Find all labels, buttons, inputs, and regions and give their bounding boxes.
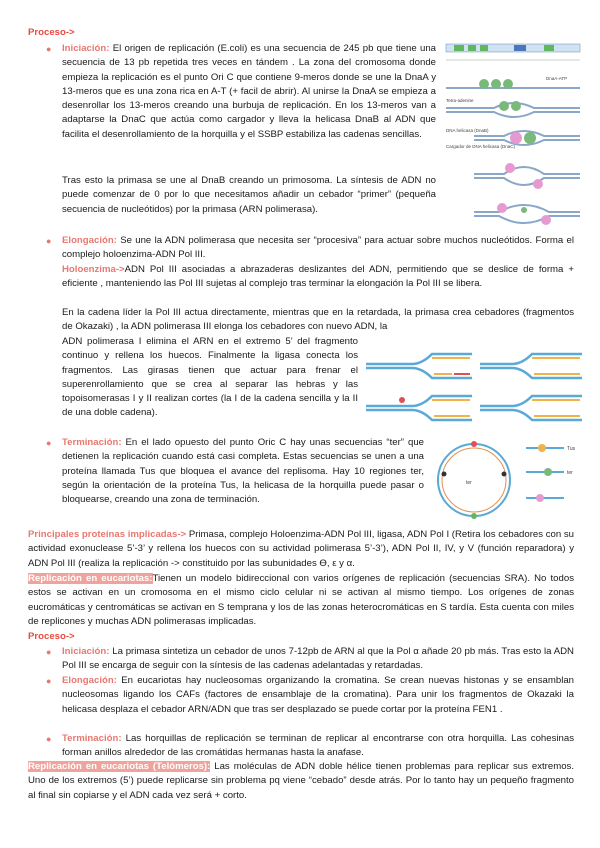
proteinas-text: Primasa, complejo Holoenzima-ADN Pol III, ligasa, ADN Pol I (Retira los cebadores con su actividad exonuclease 5’-3’ y rellena los huecos con su actividad polimerasa 5’-3’), ADN Pol II, IV, y V (función reparadora) y ADN Pol III (realiza la replicación -> constituido por las subunidades ϴ, ε y α.: [28, 529, 574, 569]
fig3-label-2: ter: [567, 470, 573, 476]
holoenzima-paragraph: [62, 263, 574, 292]
elongacion-label: Elongación:: [62, 235, 117, 246]
holoenzima-text: ADN Pol III asociadas a abrazaderas deslizantes del ADN, permitiendo que se deslice de forma + eficiente , manteniendo las Pol III sujetas al complejo tras terminar la elongación la Pol III se libera.: [62, 264, 574, 290]
iniciacion-text2: Tras esto la primasa se une al DnaB creando un primosoma. La síntesis de ADN no puede comenzar de 0 por lo que necesitamos añadir un cebador “primer” (pequeña secuencia de nucleótidos) por la primasa (ARN polimerasa).: [62, 175, 436, 215]
eucariotas-paragraph: [28, 572, 574, 629]
bullet-icon: ●: [46, 438, 52, 448]
fig3-label-0: Tus: [567, 446, 576, 452]
iniciacion-paragraph: [62, 42, 436, 142]
telomeros-paragraph: [28, 760, 574, 803]
terminacion-text: En el lado opuesto del punto Oric C hay unas secuencias “ter” que detienen la replicación cuando está casi completa. Estas secuencias se unen a una proteína llamada Tus que bloquea el avance del replisoma. Hay 10 regiones ter, según la orientación de la proteína Tus, la helicasa de la horquilla puede pasar o bloquearse, creando una zona de terminación.: [62, 437, 424, 506]
figure-termination: [430, 434, 586, 526]
eucariotas-label: Replicación en eucariotas:: [28, 573, 153, 584]
fig1-label-4: Cargador de DNA helicasa (DnaC): [446, 144, 516, 149]
proceso2-ter-label: Terminación:: [62, 733, 122, 744]
proceso2-iniciacion: [62, 645, 574, 674]
elongacion-paragraph: [62, 234, 574, 263]
eucariotas-text: Tienen un modelo bidireccional con varios orígenes de replicación (secuencias SRA). No todos estos se activan en un cromosoma en el mismo ciclo celular ni se activan al mismo tiempo. Los orígenes de zonas eucromáticas y centromáticas se activan en S temprana y los de las zonas heterocromáticas en S tardía. Esta cuenta con miles de replicones y muchas ADN polimerasas implicadas.: [28, 573, 574, 627]
elongacion-text: Se une la ADN polimerasa que necesita ser “procesiva” para actuar sobre muchos nucleótidos. Forma el complejo holoenzima-ADN Pol III.: [62, 235, 574, 261]
section-title-proceso-2: Proceso->: [28, 631, 75, 642]
bullet-icon: ●: [46, 734, 52, 744]
bullet-icon: ●: [46, 44, 52, 54]
proceso2-terminacion: [62, 732, 574, 761]
proceso2-elongacion: [62, 674, 574, 717]
iniciacion-label: Iniciación:: [62, 43, 110, 54]
fig1-label-0: DnaA-ATP: [546, 76, 568, 81]
telomeros-text: Las moléculas de ADN doble hélice tienen problemas para replicar sus extremos. Uno de los extremos (5’) puede replicarse sin problema pq viene “cebado” desde atrás. Por lo tanto hay un pequeño fragmento al final sin copiarse y el ADN cada vez será + corto.: [28, 761, 575, 801]
proceso2-elo-text: En eucariotas hay nucleosomas organizando la cromatina. Se crean nuevas histonas y se ensamblan nucleosomas ligando los CAFs (factores de ensamblaje de la cromatina). Para unir los fragmentos de Okazaki la helicasa desplaza el cebador ARN/ADN que tras ser desplazado se puede cortar por la proteína FEN1 .: [62, 675, 574, 715]
bullet-icon: ●: [46, 647, 52, 657]
iniciacion-text: El origen de replicación (E.coli) es una secuencia de 245 pb que tiene una secuencia de 13 pb repetida tres veces en tándem . La zona del cromosoma donde empieza la replicación es el punto Ori C que contiene 9-meros donde se une la DnaA y 13-meros que es una zona rica en A-T (+ facil de abrir). Al unirse la DnaA se empieza a desenrollar los 13-meros creando una burbuja de replicación. En los 13-meros van a adaptarse la DnaC que actúa como cargador y lleva la helicasa DnaB al ADN que facilita el desenrollamiento de la horquilla y el SSBP estabiliza las cadenas sencillas.: [62, 43, 436, 140]
proceso2-ini-text: La primasa sintetiza un cebador de unos 7-12pb de ARN al que la Pol α añade 20 pb más. Tras esto la ADN Pol III se encarga de seguir con la síntesis de las cadenas adelantadas y retardadas.: [62, 646, 574, 672]
fig1-label-1: Tetra-adenine: [446, 98, 474, 103]
fig1-label-3: DNA helicasa (DnaB): [446, 128, 489, 133]
terminacion-label: Terminación:: [62, 437, 122, 448]
cadena-text: En la cadena líder la Pol III actua directamente, mientras que en la retardada, la primasa crea cebadores (fragmentos de Okazaki) , la ADN polimerasa III elonga los cebadores con nuevo ADN, la: [62, 307, 574, 333]
proteinas-paragraph: [28, 528, 574, 571]
terminacion-paragraph: [62, 436, 424, 507]
bullet-icon: ●: [46, 676, 52, 686]
figure-ori-c: [444, 40, 584, 240]
proceso2-ini-label: Iniciación:: [62, 646, 110, 657]
proceso2-elo-label: Elongación:: [62, 675, 117, 686]
proteinas-label: Principales proteínas implicadas->: [28, 529, 187, 540]
fig3-label-1: ter: [466, 480, 472, 486]
telomeros-label: Replicación en eucariotas (Telómeros):: [28, 761, 211, 772]
figure-replication-fork: [362, 346, 586, 428]
section-title-proceso: Proceso->: [28, 27, 75, 38]
proceso2-ter-text: Las horquillas de replicación se terminan de replicar al encontrarse con otra horquilla. Las cohesinas forman anillos alrededor de las cromátidas hermanas hasta la anafase.: [62, 733, 574, 759]
holoenzima-label: Holoenzima->: [62, 264, 125, 275]
cadena-text2: ADN polimerasa I elimina el ARN en el extremo 5’ del fragmento continuo y rellena los huecos. Finalmente la ligasa conecta los fragmentos. Las girasas tienen que actuar para frenar el superenrollamiento que se crea al separar las hebras y las topoisomerasas I y II realizan cortes (la I de la cadena sencilla y la II de una doble cadena).: [62, 336, 358, 419]
bullet-icon: ●: [46, 236, 52, 246]
